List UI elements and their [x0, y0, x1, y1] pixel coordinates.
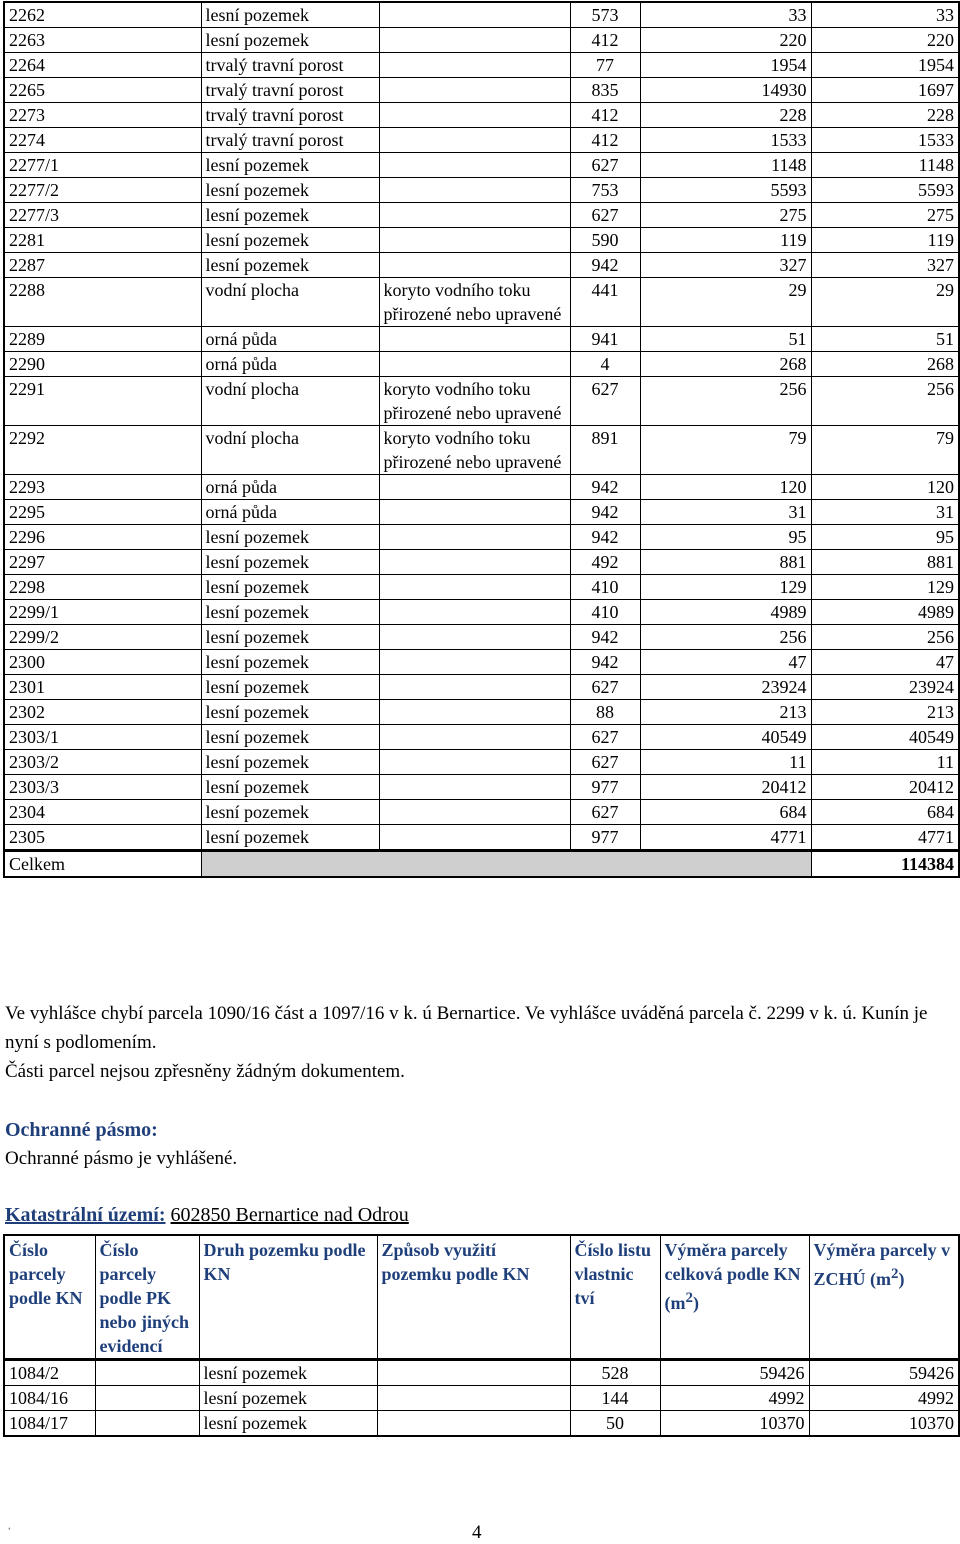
total-area: 51	[640, 327, 811, 352]
land-type: lesní pozemek	[201, 28, 379, 53]
total-area: 95	[640, 525, 811, 550]
table-row	[4, 426, 959, 475]
land-type: lesní pozemek	[201, 203, 379, 228]
land-type: lesní pozemek	[201, 600, 379, 625]
table-header-row	[4, 1235, 959, 1360]
land-use: koryto vodního toku přirozené nebo upravené	[379, 426, 570, 475]
ownership-sheet: 4	[570, 352, 640, 377]
total-value: 114384	[811, 851, 959, 878]
land-use	[379, 78, 570, 103]
parcel-number: 2292	[4, 426, 201, 475]
land-use	[379, 2, 570, 28]
ownership-sheet: 492	[570, 550, 640, 575]
land-use	[379, 525, 570, 550]
cadastral-area	[5, 1204, 409, 1227]
parcel-number: 2303/1	[4, 725, 201, 750]
header-zchu-area-close: )	[898, 1269, 905, 1289]
land-type: trvalý travní porost	[201, 103, 379, 128]
header-total-area-close: )	[693, 1293, 699, 1313]
land-use	[379, 700, 570, 725]
zchu-area: 29	[811, 278, 959, 327]
table-row	[4, 178, 959, 203]
parcel-number: 2277/2	[4, 178, 201, 203]
zchu-area: 20412	[811, 775, 959, 800]
land-use	[379, 750, 570, 775]
ownership-sheet: 412	[570, 103, 640, 128]
ownership-sheet: 77	[570, 53, 640, 78]
zchu-area: 4992	[809, 1386, 959, 1411]
zchu-area: 275	[811, 203, 959, 228]
ownership-sheet: 627	[570, 725, 640, 750]
land-use	[379, 675, 570, 700]
parcel-number: 2300	[4, 650, 201, 675]
table-row	[4, 750, 959, 775]
total-area: 213	[640, 700, 811, 725]
total-area: 79	[640, 426, 811, 475]
land-type: lesní pozemek	[201, 550, 379, 575]
land-type: lesní pozemek	[201, 700, 379, 725]
zchu-area: 120	[811, 475, 959, 500]
table-row	[4, 253, 959, 278]
total-area: 59426	[660, 1360, 809, 1386]
ownership-sheet: 977	[570, 825, 640, 851]
land-type: lesní pozemek	[201, 675, 379, 700]
zchu-area: 51	[811, 327, 959, 352]
land-use	[379, 178, 570, 203]
header-zchu-area-sup: 2	[891, 1266, 899, 1282]
total-area: 14930	[640, 78, 811, 103]
table-row	[4, 1386, 959, 1411]
zchu-area: 129	[811, 575, 959, 600]
header-parcel-pk: Číslo parcely podle PK nebo jiných evidencí	[95, 1235, 199, 1360]
parcel-number: 2289	[4, 327, 201, 352]
land-use	[379, 253, 570, 278]
land-type: trvalý travní porost	[201, 78, 379, 103]
land-type: trvalý travní porost	[201, 53, 379, 78]
protection-text: Ochranné pásmo je vyhlášené.	[5, 1148, 238, 1169]
cadastral-area-label: Katastrální území:	[5, 1204, 166, 1226]
total-area: 268	[640, 352, 811, 377]
land-type: orná půda	[201, 475, 379, 500]
zchu-area: 228	[811, 103, 959, 128]
land-type: orná půda	[201, 327, 379, 352]
land-type: vodní plocha	[201, 278, 379, 327]
land-use	[379, 550, 570, 575]
parcel-number: 2295	[4, 500, 201, 525]
land-use	[379, 600, 570, 625]
ownership-sheet: 942	[570, 253, 640, 278]
land-use: koryto vodního toku přirozené nebo upravené	[379, 278, 570, 327]
land-type: orná půda	[201, 352, 379, 377]
land-type: lesní pozemek	[201, 800, 379, 825]
total-area: 327	[640, 253, 811, 278]
table-row	[4, 475, 959, 500]
table-row	[4, 700, 959, 725]
parcel-table	[3, 1, 960, 878]
zchu-area: 79	[811, 426, 959, 475]
parcel-number-kn: 1084/2	[4, 1360, 95, 1386]
total-area: 23924	[640, 675, 811, 700]
land-type: lesní pozemek	[201, 625, 379, 650]
land-use: koryto vodního toku přirozené nebo upravené	[379, 377, 570, 426]
parcel-number: 2263	[4, 28, 201, 53]
total-area: 1954	[640, 53, 811, 78]
land-use	[379, 327, 570, 352]
zchu-area: 220	[811, 28, 959, 53]
ownership-sheet: 528	[570, 1360, 660, 1386]
land-type: lesní pozemek	[201, 153, 379, 178]
parcel-number: 2274	[4, 128, 201, 153]
land-use	[379, 475, 570, 500]
parcel-number-kn: 1084/16	[4, 1386, 95, 1411]
ownership-sheet: 627	[570, 153, 640, 178]
parcel-number: 2277/1	[4, 153, 201, 178]
parcel-number: 2288	[4, 278, 201, 327]
zchu-area: 47	[811, 650, 959, 675]
zchu-area: 268	[811, 352, 959, 377]
zchu-area: 95	[811, 525, 959, 550]
land-type: lesní pozemek	[201, 825, 379, 851]
zchu-area: 1148	[811, 153, 959, 178]
land-type: vodní plocha	[201, 426, 379, 475]
ownership-sheet: 627	[570, 203, 640, 228]
land-type: lesní pozemek	[201, 650, 379, 675]
table-row	[4, 675, 959, 700]
parcel-number: 2277/3	[4, 203, 201, 228]
table-row	[4, 550, 959, 575]
total-area: 5593	[640, 178, 811, 203]
parcel-number: 2303/3	[4, 775, 201, 800]
table-row	[4, 278, 959, 327]
table-row	[4, 825, 959, 851]
ownership-sheet: 573	[570, 2, 640, 28]
header-zchu-area-text: Výměra parcely v ZCHÚ (m	[813, 1240, 951, 1289]
header-parcel-kn: Číslo parcely podle KN	[4, 1235, 95, 1360]
parcel-number: 2291	[4, 377, 201, 426]
land-use	[379, 153, 570, 178]
parcel-number: 2299/1	[4, 600, 201, 625]
zchu-area: 10370	[809, 1411, 959, 1437]
ownership-sheet: 412	[570, 28, 640, 53]
zchu-area: 327	[811, 253, 959, 278]
parcel-number: 2298	[4, 575, 201, 600]
land-type: lesní pozemek	[201, 2, 379, 28]
total-area: 256	[640, 377, 811, 426]
total-area: 29	[640, 278, 811, 327]
cadastral-parcel-table	[3, 1234, 960, 1437]
ownership-sheet: 627	[570, 377, 640, 426]
land-type: lesní pozemek	[201, 525, 379, 550]
land-type: lesní pozemek	[199, 1360, 377, 1386]
table-row	[4, 625, 959, 650]
land-type: lesní pozemek	[199, 1386, 377, 1411]
zchu-area: 881	[811, 550, 959, 575]
land-use	[379, 28, 570, 53]
note-unrefined-parcels: Části parcel nejsou zpřesněny žádným dokumentem.	[5, 1061, 405, 1082]
zchu-area: 31	[811, 500, 959, 525]
ownership-sheet: 977	[570, 775, 640, 800]
ownership-sheet: 88	[570, 700, 640, 725]
total-area: 1148	[640, 153, 811, 178]
land-type: lesní pozemek	[201, 228, 379, 253]
header-total-area-text: Výměra parcely celková podle KN	[664, 1240, 801, 1284]
ownership-sheet: 942	[570, 650, 640, 675]
table-row	[4, 153, 959, 178]
total-area: 47	[640, 650, 811, 675]
zchu-area: 4771	[811, 825, 959, 851]
table-row	[4, 1411, 959, 1437]
zchu-area: 1697	[811, 78, 959, 103]
ownership-sheet: 412	[570, 128, 640, 153]
parcel-number: 2287	[4, 253, 201, 278]
cadastral-table-body	[4, 1360, 959, 1437]
table-row	[4, 500, 959, 525]
total-area: 129	[640, 575, 811, 600]
total-area: 119	[640, 228, 811, 253]
total-area: 11	[640, 750, 811, 775]
parcel-number: 2273	[4, 103, 201, 128]
header-total-area-sup: 2	[685, 1290, 693, 1306]
ownership-sheet: 410	[570, 600, 640, 625]
zchu-area: 4989	[811, 600, 959, 625]
table-row	[4, 525, 959, 550]
parcel-number: 2293	[4, 475, 201, 500]
total-area: 4989	[640, 600, 811, 625]
notes	[5, 999, 957, 1086]
total-area: 33	[640, 2, 811, 28]
zchu-area: 23924	[811, 675, 959, 700]
protection-heading-text: Ochranné pásmo:	[5, 1119, 158, 1141]
table-row	[4, 2, 959, 28]
land-use	[379, 625, 570, 650]
land-type: trvalý travní porost	[201, 128, 379, 153]
table-row	[4, 575, 959, 600]
header-land-use: Způsob využití pozemku podle KN	[377, 1235, 570, 1360]
ownership-sheet: 942	[570, 525, 640, 550]
ownership-sheet: 441	[570, 278, 640, 327]
parcel-number: 2305	[4, 825, 201, 851]
zchu-area: 1954	[811, 53, 959, 78]
table-row	[4, 28, 959, 53]
ownership-sheet: 941	[570, 327, 640, 352]
table-row	[4, 800, 959, 825]
land-use	[379, 228, 570, 253]
zchu-area: 5593	[811, 178, 959, 203]
zchu-area: 256	[811, 625, 959, 650]
land-use	[379, 825, 570, 851]
zchu-area: 684	[811, 800, 959, 825]
land-use	[377, 1360, 570, 1386]
parcel-number: 2281	[4, 228, 201, 253]
header-zchu-area	[809, 1235, 959, 1360]
ownership-sheet: 50	[570, 1411, 660, 1437]
total-area: 4771	[640, 825, 811, 851]
parcel-number-kn: 1084/17	[4, 1411, 95, 1437]
land-use	[379, 650, 570, 675]
table-row	[4, 78, 959, 103]
land-use	[377, 1411, 570, 1437]
land-type: vodní plocha	[201, 377, 379, 426]
table-row	[4, 377, 959, 426]
ownership-sheet: 627	[570, 675, 640, 700]
zchu-area: 256	[811, 377, 959, 426]
table-row	[4, 228, 959, 253]
land-type: lesní pozemek	[201, 575, 379, 600]
total-area: 228	[640, 103, 811, 128]
note-missing-parcels: Ve vyhlášce chybí parcela 1090/16 část a 1097/16 v k. ú Bernartice. Ve vyhlášce uváděná parcela č. 2299 v k. ú. Kunín je nyní s podlomením.	[5, 1003, 928, 1053]
zchu-area: 1533	[811, 128, 959, 153]
header-land-type: Druh pozemku podle KN	[199, 1235, 377, 1360]
parcel-table-body	[4, 2, 959, 851]
land-use	[379, 725, 570, 750]
parcel-number-pk	[95, 1411, 199, 1437]
land-use	[379, 203, 570, 228]
land-type: orná půda	[201, 500, 379, 525]
protection-heading	[5, 1119, 158, 1142]
parcel-number-pk	[95, 1360, 199, 1386]
parcel-number-pk	[95, 1386, 199, 1411]
ownership-sheet: 627	[570, 800, 640, 825]
land-type: lesní pozemek	[201, 725, 379, 750]
total-area: 31	[640, 500, 811, 525]
total-area: 120	[640, 475, 811, 500]
parcel-number: 2290	[4, 352, 201, 377]
header-total-area	[660, 1235, 809, 1360]
ownership-sheet: 627	[570, 750, 640, 775]
land-type: lesní pozemek	[201, 178, 379, 203]
zchu-area: 213	[811, 700, 959, 725]
land-type: lesní pozemek	[199, 1411, 377, 1437]
land-type: lesní pozemek	[201, 750, 379, 775]
parcel-number: 2303/2	[4, 750, 201, 775]
land-use	[379, 800, 570, 825]
ownership-sheet: 835	[570, 78, 640, 103]
total-area: 220	[640, 28, 811, 53]
zchu-area: 40549	[811, 725, 959, 750]
header-ownership-sheet: Číslo listu vlastnic tví	[570, 1235, 660, 1360]
land-use	[379, 352, 570, 377]
total-label: Celkem	[4, 851, 201, 878]
land-type: lesní pozemek	[201, 253, 379, 278]
table-row	[4, 650, 959, 675]
land-type: lesní pozemek	[201, 775, 379, 800]
ownership-sheet: 942	[570, 475, 640, 500]
table-row	[4, 600, 959, 625]
ownership-sheet: 891	[570, 426, 640, 475]
ownership-sheet: 410	[570, 575, 640, 600]
ownership-sheet: 942	[570, 500, 640, 525]
land-use	[379, 575, 570, 600]
total-area: 881	[640, 550, 811, 575]
table-row	[4, 775, 959, 800]
zchu-area: 33	[811, 2, 959, 28]
parcel-number: 2304	[4, 800, 201, 825]
parcel-number: 2299/2	[4, 625, 201, 650]
parcel-number: 2264	[4, 53, 201, 78]
land-use	[379, 103, 570, 128]
parcel-number: 2302	[4, 700, 201, 725]
zchu-area: 11	[811, 750, 959, 775]
ownership-sheet: 144	[570, 1386, 660, 1411]
total-area: 4992	[660, 1386, 809, 1411]
ownership-sheet: 590	[570, 228, 640, 253]
total-area: 684	[640, 800, 811, 825]
total-filler	[201, 851, 811, 878]
header-total-area-unit: (m	[664, 1293, 686, 1313]
total-area: 256	[640, 625, 811, 650]
total-row	[4, 851, 959, 878]
parcel-number: 2296	[4, 525, 201, 550]
zchu-area: 119	[811, 228, 959, 253]
table-row	[4, 725, 959, 750]
table-row	[4, 1360, 959, 1386]
table-row	[4, 327, 959, 352]
parcel-number: 2301	[4, 675, 201, 700]
ownership-sheet: 753	[570, 178, 640, 203]
table-row	[4, 128, 959, 153]
table-row	[4, 352, 959, 377]
total-area: 40549	[640, 725, 811, 750]
total-area: 10370	[660, 1411, 809, 1437]
land-use	[379, 500, 570, 525]
land-use	[379, 775, 570, 800]
land-use	[379, 53, 570, 78]
ownership-sheet: 942	[570, 625, 640, 650]
cadastral-area-value: 602850 Bernartice nad Odrou	[170, 1204, 409, 1226]
land-use	[379, 128, 570, 153]
total-area: 1533	[640, 128, 811, 153]
parcel-number: 2262	[4, 2, 201, 28]
total-area: 20412	[640, 775, 811, 800]
footer-mark: ʻ	[8, 1526, 11, 1535]
zchu-area: 59426	[809, 1360, 959, 1386]
table-row	[4, 103, 959, 128]
table-row	[4, 203, 959, 228]
total-area: 275	[640, 203, 811, 228]
land-use	[377, 1386, 570, 1411]
parcel-number: 2297	[4, 550, 201, 575]
parcel-number: 2265	[4, 78, 201, 103]
page-number: 4	[472, 1522, 482, 1543]
table-row	[4, 53, 959, 78]
